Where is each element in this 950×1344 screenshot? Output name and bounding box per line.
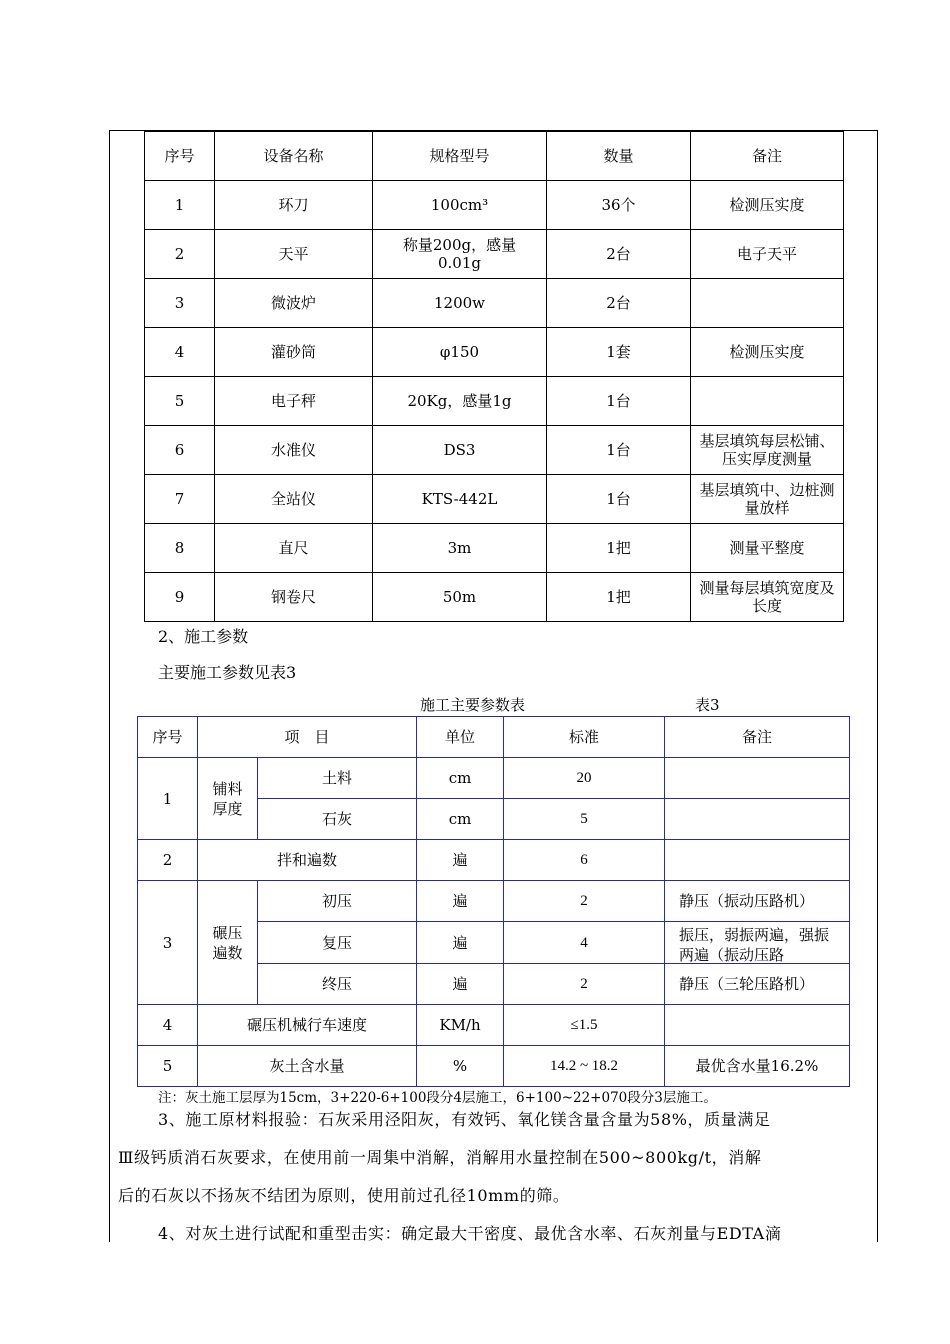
table-cell: 拌和遍数 bbox=[198, 840, 417, 881]
table-cell: 测量平整度 bbox=[691, 524, 844, 573]
table-cell: 复压 bbox=[258, 922, 417, 964]
table-cell: 微波炉 bbox=[215, 279, 373, 328]
table-cell: ≤1.5 bbox=[504, 1005, 665, 1046]
table-cell: 水准仪 bbox=[215, 426, 373, 475]
table-row bbox=[145, 524, 844, 573]
table-cell: 4 bbox=[138, 1005, 198, 1046]
table-cell: 1把 bbox=[547, 573, 691, 622]
parameters-table bbox=[137, 716, 850, 1087]
table-cell: 碾压遍数 bbox=[198, 881, 258, 1005]
table-cell: 1 bbox=[138, 758, 198, 840]
table-cell: 6 bbox=[504, 840, 665, 881]
table-cell: 天平 bbox=[215, 230, 373, 279]
header-cell: 序号 bbox=[145, 132, 215, 181]
table-cell: KM/h bbox=[417, 1005, 504, 1046]
table-cell: 静压（三轮压路机） bbox=[665, 964, 850, 1005]
table-cell: 初压 bbox=[258, 881, 417, 922]
table-row bbox=[138, 1005, 850, 1046]
table-cell bbox=[665, 840, 850, 881]
table-cell: 基层填筑中、边桩测量放样 bbox=[691, 475, 844, 524]
table-cell: 2台 bbox=[547, 279, 691, 328]
table-cell: 土料 bbox=[258, 758, 417, 799]
table-cell: 20 bbox=[504, 758, 665, 799]
table-cell: 1 bbox=[145, 181, 215, 230]
table-cell: 14.2 ~ 18.2 bbox=[504, 1046, 665, 1087]
table-cell: 遍 bbox=[417, 922, 504, 964]
table-cell: 1台 bbox=[547, 377, 691, 426]
table-cell bbox=[665, 922, 850, 964]
table-cell: 灰土含水量 bbox=[198, 1046, 417, 1087]
table-cell: 电子秤 bbox=[215, 377, 373, 426]
header-cell: 备注 bbox=[691, 132, 844, 181]
table-cell: DS3 bbox=[373, 426, 547, 475]
table-cell: 检测压实度 bbox=[691, 181, 844, 230]
table-cell: 遍 bbox=[417, 881, 504, 922]
paragraph-line: Ⅲ级钙质消石灰要求，在使用前一周集中消解，消解用水量控制在500~800kg/t，消解 bbox=[118, 1148, 762, 1167]
table-caption: 施工主要参数表 bbox=[420, 696, 526, 714]
equipment-table bbox=[144, 131, 844, 622]
header-cell: 数量 bbox=[547, 132, 691, 181]
table-cell: 9 bbox=[145, 573, 215, 622]
table-row bbox=[138, 758, 850, 799]
table-cell: 100cm³ bbox=[373, 181, 547, 230]
table-row bbox=[145, 279, 844, 328]
table-cell: 静压（振动压路机） bbox=[665, 881, 850, 922]
table-header-row bbox=[138, 717, 850, 758]
header-cell: 项 目 bbox=[198, 717, 417, 758]
table-cell: 碾压机械行车速度 bbox=[198, 1005, 417, 1046]
table-row bbox=[145, 328, 844, 377]
table-cell: 4 bbox=[145, 328, 215, 377]
table-cell: 1把 bbox=[547, 524, 691, 573]
paragraph-line: 后的石灰以不扬灰不结团为原则，使用前过孔径10mm的筛。 bbox=[118, 1186, 570, 1205]
table-row bbox=[145, 475, 844, 524]
table-cell: 2台 bbox=[547, 230, 691, 279]
table-cell: 环刀 bbox=[215, 181, 373, 230]
table-cell: 3 bbox=[138, 881, 198, 1005]
header-cell: 序号 bbox=[138, 717, 198, 758]
table-cell bbox=[665, 1005, 850, 1046]
table-cell: 1台 bbox=[547, 426, 691, 475]
table-cell: 铺料厚度 bbox=[198, 758, 258, 840]
table-cell: 1台 bbox=[547, 475, 691, 524]
table-cell: 1200w bbox=[373, 279, 547, 328]
table-row bbox=[138, 840, 850, 881]
table-cell: 8 bbox=[145, 524, 215, 573]
table-cell: 4 bbox=[504, 922, 665, 964]
table-row bbox=[145, 181, 844, 230]
table-cell bbox=[691, 377, 844, 426]
table-cell: 36个 bbox=[547, 181, 691, 230]
table-cell: 检测压实度 bbox=[691, 328, 844, 377]
section-heading: 2、施工参数 bbox=[158, 627, 249, 646]
table-cell bbox=[691, 279, 844, 328]
table-number: 表3 bbox=[695, 696, 720, 714]
table-cell: 7 bbox=[145, 475, 215, 524]
table-cell: 终压 bbox=[258, 964, 417, 1005]
table-cell: 2 bbox=[145, 230, 215, 279]
table-cell: 灌砂筒 bbox=[215, 328, 373, 377]
table-row bbox=[138, 1046, 850, 1087]
table-cell: cm bbox=[417, 758, 504, 799]
header-cell: 备注 bbox=[665, 717, 850, 758]
table-cell: % bbox=[417, 1046, 504, 1087]
paragraph-line: 4、对灰土进行试配和重型击实：确定最大干密度、最优含水率、石灰剂量与EDTA滴 bbox=[158, 1224, 782, 1243]
note-overflow-text: 振压，弱振两遍，强振两遍（振动压路 bbox=[679, 926, 830, 963]
table-cell: 称量200g，感量0.01g bbox=[373, 230, 547, 279]
table-cell: φ150 bbox=[373, 328, 547, 377]
table-cell: 5 bbox=[145, 377, 215, 426]
table-cell: cm bbox=[417, 799, 504, 840]
table-row bbox=[145, 377, 844, 426]
table-row bbox=[138, 881, 850, 922]
table-cell: 遍 bbox=[417, 964, 504, 1005]
table-cell: 2 bbox=[504, 964, 665, 1005]
table-cell: 3 bbox=[145, 279, 215, 328]
header-cell: 单位 bbox=[417, 717, 504, 758]
table-cell: 20Kg，感量1g bbox=[373, 377, 547, 426]
table-cell: 直尺 bbox=[215, 524, 373, 573]
table-cell: 最优含水量16.2% bbox=[665, 1046, 850, 1087]
table-row bbox=[145, 426, 844, 475]
table-cell: 3m bbox=[373, 524, 547, 573]
table-cell: 2 bbox=[504, 881, 665, 922]
table-header-row bbox=[145, 132, 844, 181]
table-cell: 1套 bbox=[547, 328, 691, 377]
table-cell bbox=[665, 758, 850, 799]
table-cell: 5 bbox=[138, 1046, 198, 1087]
table-cell bbox=[665, 799, 850, 840]
table-cell: 2 bbox=[138, 840, 198, 881]
table-cell: 5 bbox=[504, 799, 665, 840]
header-cell: 规格型号 bbox=[373, 132, 547, 181]
table-cell: 遍 bbox=[417, 840, 504, 881]
paragraph-line: 3、施工原材料报验：石灰采用泾阳灰，有效钙、氧化镁含量含量为58%，质量满足 bbox=[158, 1110, 771, 1129]
table-cell: 电子天平 bbox=[691, 230, 844, 279]
table-cell: 50m bbox=[373, 573, 547, 622]
table-cell: 基层填筑每层松铺、压实厚度测量 bbox=[691, 426, 844, 475]
header-cell: 标准 bbox=[504, 717, 665, 758]
table-cell: 钢卷尺 bbox=[215, 573, 373, 622]
table-cell: 全站仪 bbox=[215, 475, 373, 524]
table-row bbox=[145, 230, 844, 279]
table-cell: 石灰 bbox=[258, 799, 417, 840]
header-cell: 设备名称 bbox=[215, 132, 373, 181]
table-cell: 测量每层填筑宽度及长度 bbox=[691, 573, 844, 622]
table-cell: 6 bbox=[145, 426, 215, 475]
table-row bbox=[145, 573, 844, 622]
table-cell: KTS-442L bbox=[373, 475, 547, 524]
table-note: 注：灰土施工层厚为15cm，3+220-6+100段分4层施工，6+100~22+070段分3层施工。 bbox=[158, 1090, 717, 1106]
section-intro: 主要施工参数见表3 bbox=[158, 663, 297, 682]
